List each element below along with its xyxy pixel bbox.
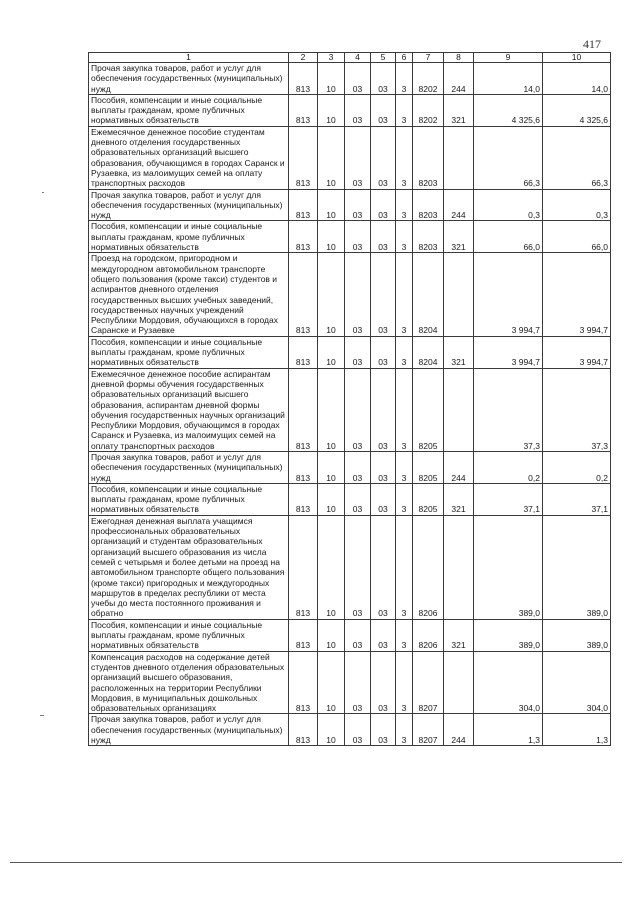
cell-col-2: 813 (289, 714, 318, 746)
cell-col-10: 37,3 (543, 368, 611, 451)
cell-col-4: 03 (345, 651, 371, 714)
table-header-row (89, 53, 611, 63)
cell-col-8: 321 (444, 94, 474, 126)
column-header: 5 (371, 53, 396, 63)
column-header: 3 (318, 53, 345, 63)
cell-col-2: 813 (289, 619, 318, 651)
cell-col-5: 03 (371, 221, 396, 253)
cell-col-8: 321 (444, 336, 474, 368)
cell-col-2: 813 (289, 515, 318, 619)
cell-col-7: 8203 (413, 126, 444, 189)
table-row (89, 221, 611, 253)
margin-mark (42, 192, 44, 193)
cell-col-4: 03 (345, 126, 371, 189)
cell-col-5: 03 (371, 336, 396, 368)
cell-col-3: 10 (318, 515, 345, 619)
column-header: 10 (543, 53, 611, 63)
row-description: Пособия, компенсации и иные социальные выплаты гражданам, кроме публичных нормативных обязательств (89, 221, 289, 253)
column-header: 2 (289, 53, 318, 63)
cell-col-3: 10 (318, 714, 345, 746)
cell-col-10: 389,0 (543, 515, 611, 619)
cell-col-10: 0,2 (543, 451, 611, 483)
row-description: Проезд на городском, пригородном и междугородном автомобильном транспорте общего пользования (кроме такси) студентов и аспирантов дневного отделения государственных высших учебных заведений, государственных научных учреждений Республики Мордовия, обучающихся в городах Саранске и Рузаевке (89, 253, 289, 336)
table-row (89, 651, 611, 714)
cell-col-5: 03 (371, 189, 396, 221)
cell-col-4: 03 (345, 515, 371, 619)
cell-col-8: 321 (444, 221, 474, 253)
row-description: Прочая закупка товаров, работ и услуг для обеспечения государственных (муниципальных) нужд (89, 63, 289, 95)
cell-col-2: 813 (289, 651, 318, 714)
page-number: 417 (583, 37, 601, 51)
cell-col-4: 03 (345, 63, 371, 95)
row-description: Пособия, компенсации и иные социальные выплаты гражданам, кроме публичных нормативных обязательств (89, 483, 289, 515)
cell-col-4: 03 (345, 336, 371, 368)
cell-col-6: 3 (396, 221, 413, 253)
cell-col-8: 244 (444, 63, 474, 95)
cell-col-6: 3 (396, 368, 413, 451)
cell-col-10: 37,1 (543, 483, 611, 515)
cell-col-3: 10 (318, 483, 345, 515)
cell-col-7: 8205 (413, 368, 444, 451)
cell-col-8 (444, 126, 474, 189)
cell-col-5: 03 (371, 651, 396, 714)
cell-col-2: 813 (289, 451, 318, 483)
cell-col-6: 3 (396, 714, 413, 746)
cell-col-6: 3 (396, 336, 413, 368)
cell-col-9: 0,3 (474, 189, 543, 221)
cell-col-8: 244 (444, 451, 474, 483)
cell-col-6: 3 (396, 253, 413, 336)
cell-col-8 (444, 368, 474, 451)
cell-col-2: 813 (289, 336, 318, 368)
cell-col-7: 8202 (413, 63, 444, 95)
cell-col-9: 304,0 (474, 651, 543, 714)
column-header: 7 (413, 53, 444, 63)
cell-col-9: 37,3 (474, 368, 543, 451)
table-row (89, 253, 611, 336)
cell-col-9: 37,1 (474, 483, 543, 515)
table-row (89, 483, 611, 515)
cell-col-4: 03 (345, 94, 371, 126)
cell-col-3: 10 (318, 221, 345, 253)
row-description: Пособия, компенсации и иные социальные выплаты гражданам, кроме публичных нормативных обязательств (89, 619, 289, 651)
cell-col-7: 8206 (413, 619, 444, 651)
cell-col-9: 66,3 (474, 126, 543, 189)
cell-col-6: 3 (396, 483, 413, 515)
column-header: 4 (345, 53, 371, 63)
row-description: Прочая закупка товаров, работ и услуг для обеспечения государственных (муниципальных) нужд (89, 189, 289, 221)
cell-col-7: 8204 (413, 336, 444, 368)
cell-col-7: 8205 (413, 451, 444, 483)
cell-col-2: 813 (289, 253, 318, 336)
table-row (89, 63, 611, 95)
cell-col-2: 813 (289, 483, 318, 515)
table-row (89, 336, 611, 368)
cell-col-9: 14,0 (474, 63, 543, 95)
cell-col-8: 321 (444, 619, 474, 651)
cell-col-9: 389,0 (474, 619, 543, 651)
table-row (89, 515, 611, 619)
row-description: Ежемесячное денежное пособие студентам дневного отделения государственных образовательных организаций высшего образования, обучающимся в городах Саранск и Рузаевка, из малоимущих семей на оплату транспортных расходов (89, 126, 289, 189)
cell-col-6: 3 (396, 619, 413, 651)
cell-col-7: 8207 (413, 714, 444, 746)
cell-col-7: 8203 (413, 221, 444, 253)
cell-col-6: 3 (396, 126, 413, 189)
cell-col-5: 03 (371, 94, 396, 126)
row-description: Компенсация расходов на содержание детей студентов дневного отделения образовательных организаций высшего образования, расположенных на территории Республики Мордовия, в муниципальных дошкольных образовательных организациях (89, 651, 289, 714)
cell-col-6: 3 (396, 651, 413, 714)
row-description: Пособия, компенсации и иные социальные выплаты гражданам, кроме публичных нормативных обязательств (89, 336, 289, 368)
cell-col-10: 66,0 (543, 221, 611, 253)
table-row (89, 451, 611, 483)
cell-col-7: 8205 (413, 483, 444, 515)
cell-col-5: 03 (371, 714, 396, 746)
cell-col-9: 0,2 (474, 451, 543, 483)
cell-col-2: 813 (289, 189, 318, 221)
cell-col-3: 10 (318, 651, 345, 714)
row-description: Прочая закупка товаров, работ и услуг для обеспечения государственных (муниципальных) нужд (89, 714, 289, 746)
cell-col-7: 8203 (413, 189, 444, 221)
cell-col-2: 813 (289, 63, 318, 95)
cell-col-7: 8202 (413, 94, 444, 126)
cell-col-9: 389,0 (474, 515, 543, 619)
row-description: Пособия, компенсации и иные социальные выплаты гражданам, кроме публичных нормативных обязательств (89, 94, 289, 126)
cell-col-5: 03 (371, 253, 396, 336)
cell-col-3: 10 (318, 189, 345, 221)
cell-col-6: 3 (396, 94, 413, 126)
cell-col-5: 03 (371, 368, 396, 451)
cell-col-2: 813 (289, 368, 318, 451)
cell-col-9: 3 994,7 (474, 336, 543, 368)
cell-col-9: 3 994,7 (474, 253, 543, 336)
table-row (89, 714, 611, 746)
cell-col-9: 1,3 (474, 714, 543, 746)
table-row (89, 619, 611, 651)
table-row (89, 189, 611, 221)
budget-table (88, 52, 611, 746)
cell-col-3: 10 (318, 336, 345, 368)
cell-col-6: 3 (396, 189, 413, 221)
cell-col-5: 03 (371, 126, 396, 189)
column-header: 9 (474, 53, 543, 63)
cell-col-10: 3 994,7 (543, 253, 611, 336)
cell-col-8: 244 (444, 714, 474, 746)
cell-col-3: 10 (318, 619, 345, 651)
cell-col-5: 03 (371, 63, 396, 95)
cell-col-8 (444, 515, 474, 619)
cell-col-7: 8206 (413, 515, 444, 619)
table-row (89, 368, 611, 451)
cell-col-10: 3 994,7 (543, 336, 611, 368)
cell-col-10: 4 325,6 (543, 94, 611, 126)
row-description: Ежемесячное денежное пособие аспирантам дневной формы обучения государственных образовательных организаций высшего образования, аспирантам дневной формы обучения государственных научных организаций Республики Мордовия, обучающимся в городах Саранск и Рузаевка, из малоимущих семей на оплату транспортных расходов (89, 368, 289, 451)
cell-col-8: 321 (444, 483, 474, 515)
margin-mark (40, 715, 44, 716)
row-description: Прочая закупка товаров, работ и услуг для обеспечения государственных (муниципальных) нужд (89, 451, 289, 483)
cell-col-5: 03 (371, 451, 396, 483)
cell-col-10: 0,3 (543, 189, 611, 221)
cell-col-6: 3 (396, 63, 413, 95)
cell-col-10: 1,3 (543, 714, 611, 746)
cell-col-10: 389,0 (543, 619, 611, 651)
cell-col-7: 8207 (413, 651, 444, 714)
bottom-rule (10, 862, 622, 863)
cell-col-9: 66,0 (474, 221, 543, 253)
cell-col-5: 03 (371, 483, 396, 515)
cell-col-5: 03 (371, 619, 396, 651)
cell-col-10: 66,3 (543, 126, 611, 189)
cell-col-4: 03 (345, 189, 371, 221)
row-description: Ежегодная денежная выплата учащимся профессиональных образовательных организаций и студентам образовательных организаций высшего образования из числа семей с четырьмя и более детьми на проезд на автомобильном транспорте общего пользования (кроме такси) пригородных и междугородных маршрутов в пределах республики от места учебы до места постоянного проживания и обратно (89, 515, 289, 619)
cell-col-4: 03 (345, 253, 371, 336)
column-header: 8 (444, 53, 474, 63)
cell-col-7: 8204 (413, 253, 444, 336)
column-header: 1 (89, 53, 289, 63)
cell-col-10: 14,0 (543, 63, 611, 95)
cell-col-4: 03 (345, 368, 371, 451)
cell-col-4: 03 (345, 619, 371, 651)
cell-col-8: 244 (444, 189, 474, 221)
cell-col-6: 3 (396, 451, 413, 483)
column-header: 6 (396, 53, 413, 63)
table-row (89, 94, 611, 126)
cell-col-3: 10 (318, 63, 345, 95)
cell-col-4: 03 (345, 451, 371, 483)
cell-col-3: 10 (318, 451, 345, 483)
cell-col-9: 4 325,6 (474, 94, 543, 126)
cell-col-4: 03 (345, 714, 371, 746)
cell-col-3: 10 (318, 126, 345, 189)
cell-col-4: 03 (345, 483, 371, 515)
cell-col-5: 03 (371, 515, 396, 619)
cell-col-2: 813 (289, 94, 318, 126)
cell-col-2: 813 (289, 126, 318, 189)
cell-col-3: 10 (318, 94, 345, 126)
cell-col-6: 3 (396, 515, 413, 619)
cell-col-8 (444, 253, 474, 336)
cell-col-10: 304,0 (543, 651, 611, 714)
table-row (89, 126, 611, 189)
cell-col-3: 10 (318, 253, 345, 336)
cell-col-4: 03 (345, 221, 371, 253)
cell-col-2: 813 (289, 221, 318, 253)
cell-col-3: 10 (318, 368, 345, 451)
table-body (89, 53, 611, 746)
cell-col-8 (444, 651, 474, 714)
